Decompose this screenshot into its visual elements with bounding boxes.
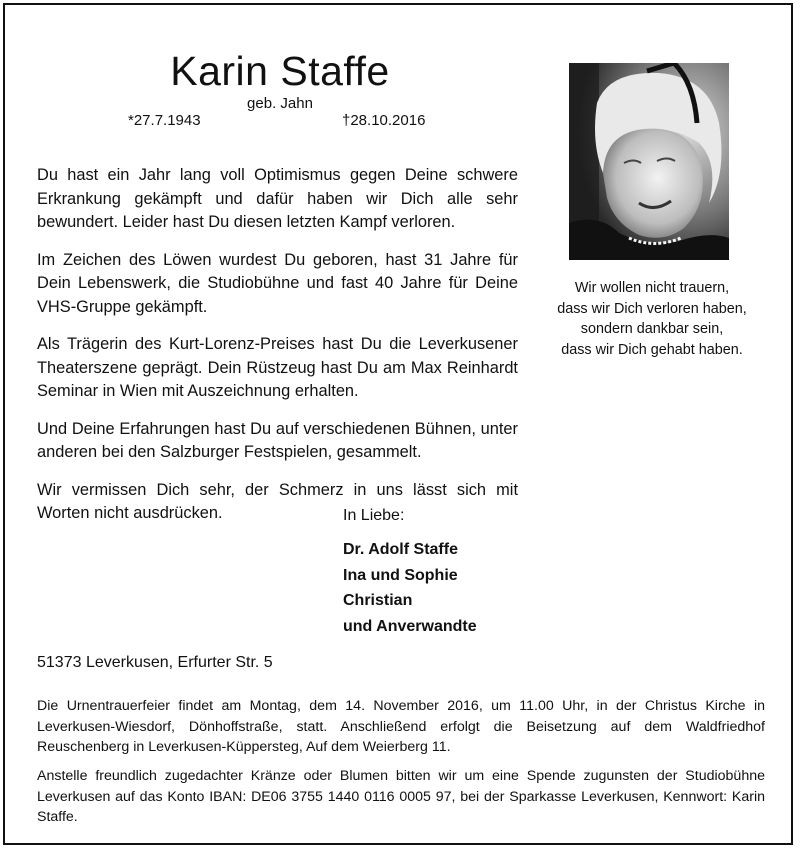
portrait-photo bbox=[569, 63, 729, 260]
mourners-list bbox=[343, 537, 477, 639]
mourner-name: Ina und Sophie bbox=[343, 566, 458, 584]
paragraph: Im Zeichen des Löwen wurdest Du geboren, hast 31 Jahre für Dein Lebenswerk, die Studiobühne und fast 40 Jahre für Deine VHS-Gruppe gekämpft. bbox=[37, 250, 518, 316]
death-date: †28.10.2016 bbox=[342, 112, 426, 129]
signoff-intro: In Liebe: bbox=[343, 507, 405, 524]
ceremony-info: Die Urnentrauerfeier findet am Montag, dem 14. November 2016, um 11.00 Uhr, in der Christus Kirche in Leverkusen-Wiesdorf, Dönhoffstraße, statt. Anschließend erfolgt die Beisetzung auf dem Waldfriedhof Reuschenberg in Leverkusen-Küppersteg, Auf dem Weierberg 11. bbox=[37, 698, 765, 755]
quote-line: Wir wollen nicht trauern, bbox=[574, 280, 730, 296]
family-address: 51373 Leverkusen, Erfurter Str. 5 bbox=[37, 654, 273, 671]
paragraph: Als Trägerin des Kurt-Lorenz-Preises hast Du die Leverkusener Theaterszene geprägt. Dein Rüstzeug hast Du am Max Reinhardt Seminar in Wien mit Auszeichnung erhalten. bbox=[37, 335, 518, 400]
paragraph: Du hast ein Jahr lang voll Optimismus gegen Deine schwere Erkrankung gekämpft und dafür haben wir Dich alle sehr bewundert. Leider hast Du diesen letzten Kampf verloren. bbox=[37, 166, 518, 231]
mourner-name: und Anverwandte bbox=[343, 617, 477, 635]
portrait-illustration bbox=[569, 63, 729, 260]
birth-date: *27.7.1943 bbox=[128, 112, 201, 129]
mourner-name: Christian bbox=[343, 592, 413, 609]
quote-line: dass wir Dich verloren haben, bbox=[557, 300, 747, 317]
mourner-name: Dr. Adolf Staffe bbox=[343, 541, 458, 558]
quote-line: sondern dankbar sein, bbox=[580, 321, 724, 337]
paragraph: Und Deine Erfahrungen hast Du auf verschiedenen Bühnen, unter anderen bei den Salzburger Festspielen, gesammelt. bbox=[37, 419, 518, 461]
paragraph: Wir vermissen Dich sehr, der Schmerz in uns lässt sich mit Worten nicht ausdrücken. bbox=[37, 480, 518, 522]
memorial-text bbox=[37, 164, 518, 540]
quote-line: dass wir Dich gehabt haben. bbox=[561, 341, 743, 358]
memorial-quote bbox=[540, 278, 764, 360]
deceased-name: Karin Staffe bbox=[170, 48, 390, 94]
birth-name: geb. Jahn bbox=[247, 95, 313, 112]
donation-info: Anstelle freundlich zugedachter Kränze oder Blumen bitten wir um eine Spende zugunsten der Studiobühne Leverkusen auf das Konto IBAN: DE06 3755 1440 0116 0005 97, bei der Sparkasse Leverkusen, Kennwort: Karin Staffe. bbox=[37, 768, 765, 825]
